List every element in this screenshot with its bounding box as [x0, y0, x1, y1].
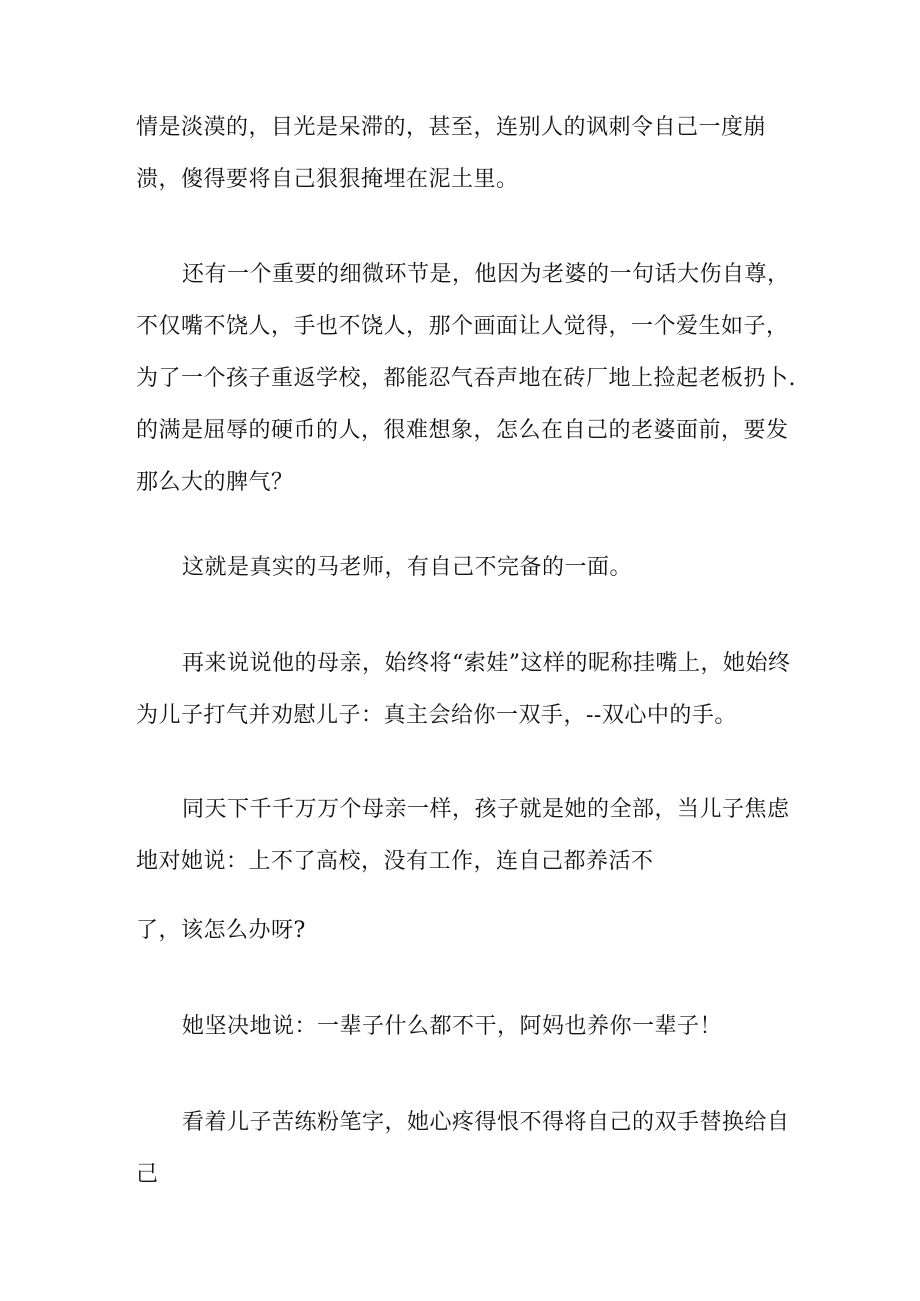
paragraph-real-teacher: 这就是真实的马老师，有自己不完备的一面。 — [182, 555, 633, 580]
paragraph-like-all-mothers: 同天下千千万万个母亲一样，孩子就是她的全部，当儿子焦虑地对她说：上不了高校，没有工作，连自己都养活不 — [136, 797, 790, 874]
paragraph-what-to-do: 了，该怎么办呀? — [136, 918, 306, 943]
paragraph-mother-reply: 她坚决地说：一辈子什么都不干，阿妈也养你一辈子！ — [182, 1014, 723, 1039]
paragraph-mother: 再来说说他的母亲，始终将“索娃”这样的昵称挂嘴上，她始终为儿子打气并劝慰儿子：真主会给你一双手，--双心中的手。 — [136, 651, 791, 728]
paragraph-continued: 情是淡漠的，目光是呆滞的，甚至，连别人的讽刺令自己一度崩溃，傻得要将自己狠狠掩埋在泥土里。 — [136, 115, 767, 192]
paragraph-husband-temper: 还有一个重要的细微环节是，他因为老婆的一句话大伤自尊，不仅嘴不饶人，手也不饶人，那个画面让人觉得，一个爱生如子，为了一个孩子重返学校，都能忍气吞声地在砖厂地上捡起老板扔卜.的满是屈辱的硬币的人，很难想象，怎么在自己的老婆面前，要发那么大的脾气？ — [136, 262, 796, 495]
paragraph-chalk-practice: 看着儿子苦练粉笔字，她心疼得恨不得将自己的双手替换给自己 — [136, 1110, 790, 1187]
